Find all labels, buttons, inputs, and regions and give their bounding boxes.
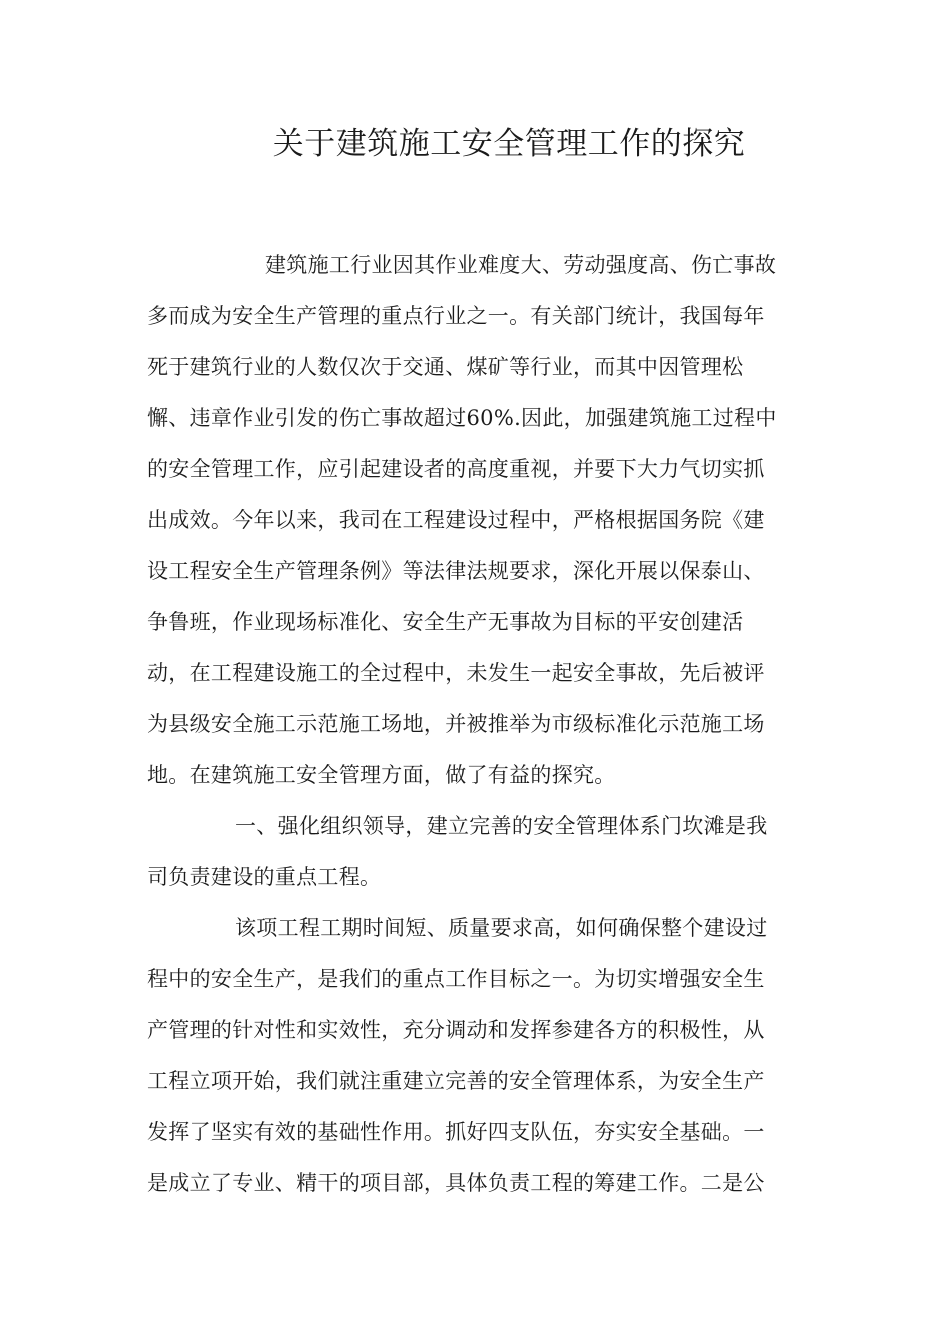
text-line: 建筑施工行业因其作业难度大、劳动强度高、伤亡事故 [265,253,777,277]
text-line: 产管理的针对性和实效性，充分调动和发挥参建各方的积极性，从 [147,1018,765,1042]
document-body [147,240,803,1209]
text-line: 该项工程工期时间短、质量要求高，如何确保整个建设过 [235,916,768,940]
text-line: 死于建筑行业的人数仅次于交通、煤矿等行业，而其中因管理松 [147,355,744,379]
text-line: 出成效。今年以来，我司在工程建设过程中，严格根据国务院《建 [147,508,765,532]
text-line: 是成立了专业、精干的项目部，具体负责工程的筹建工作。二是公 [147,1171,765,1195]
text-line: 司负责建设的重点工程。 [147,865,382,889]
document-title: 关于建筑施工安全管理工作的探究 [272,126,746,162]
text-line: 一、强化组织领导，建立完善的安全管理体系门坎滩是我 [235,814,768,838]
text-line: 地。在建筑施工安全管理方面，做了有益的探究。 [147,763,616,787]
text-line: 发挥了坚实有效的基础性作用。抓好四支队伍，夯实安全基础。一 [147,1120,765,1144]
text-line: 争鲁班，作业现场标准化、安全生产无事故为目标的平安创建活 [147,610,744,634]
text-line: 程中的安全生产，是我们的重点工作目标之一。为切实增强安全生 [147,967,765,991]
text-line: 的安全管理工作，应引起建设者的高度重视，并要下大力气切实抓 [147,457,765,481]
text-line: 设工程安全生产管理条例》等法律法规要求，深化开展以保泰山、 [147,559,765,583]
text-line: 工程立项开始，我们就注重建立完善的安全管理体系，为安全生产 [147,1069,765,1093]
text-line: 多而成为安全生产管理的重点行业之一。有关部门统计，我国每年 [147,304,765,328]
text-line: 动，在工程建设施工的全过程中，未发生一起安全事故，先后被评 [147,661,765,685]
text-line: 懈、违章作业引发的伤亡事故超过60%.因此，加强建筑施工过程中 [147,406,777,430]
text-line: 为县级安全施工示范施工场地，并被推举为市级标准化示范施工场 [147,712,765,736]
